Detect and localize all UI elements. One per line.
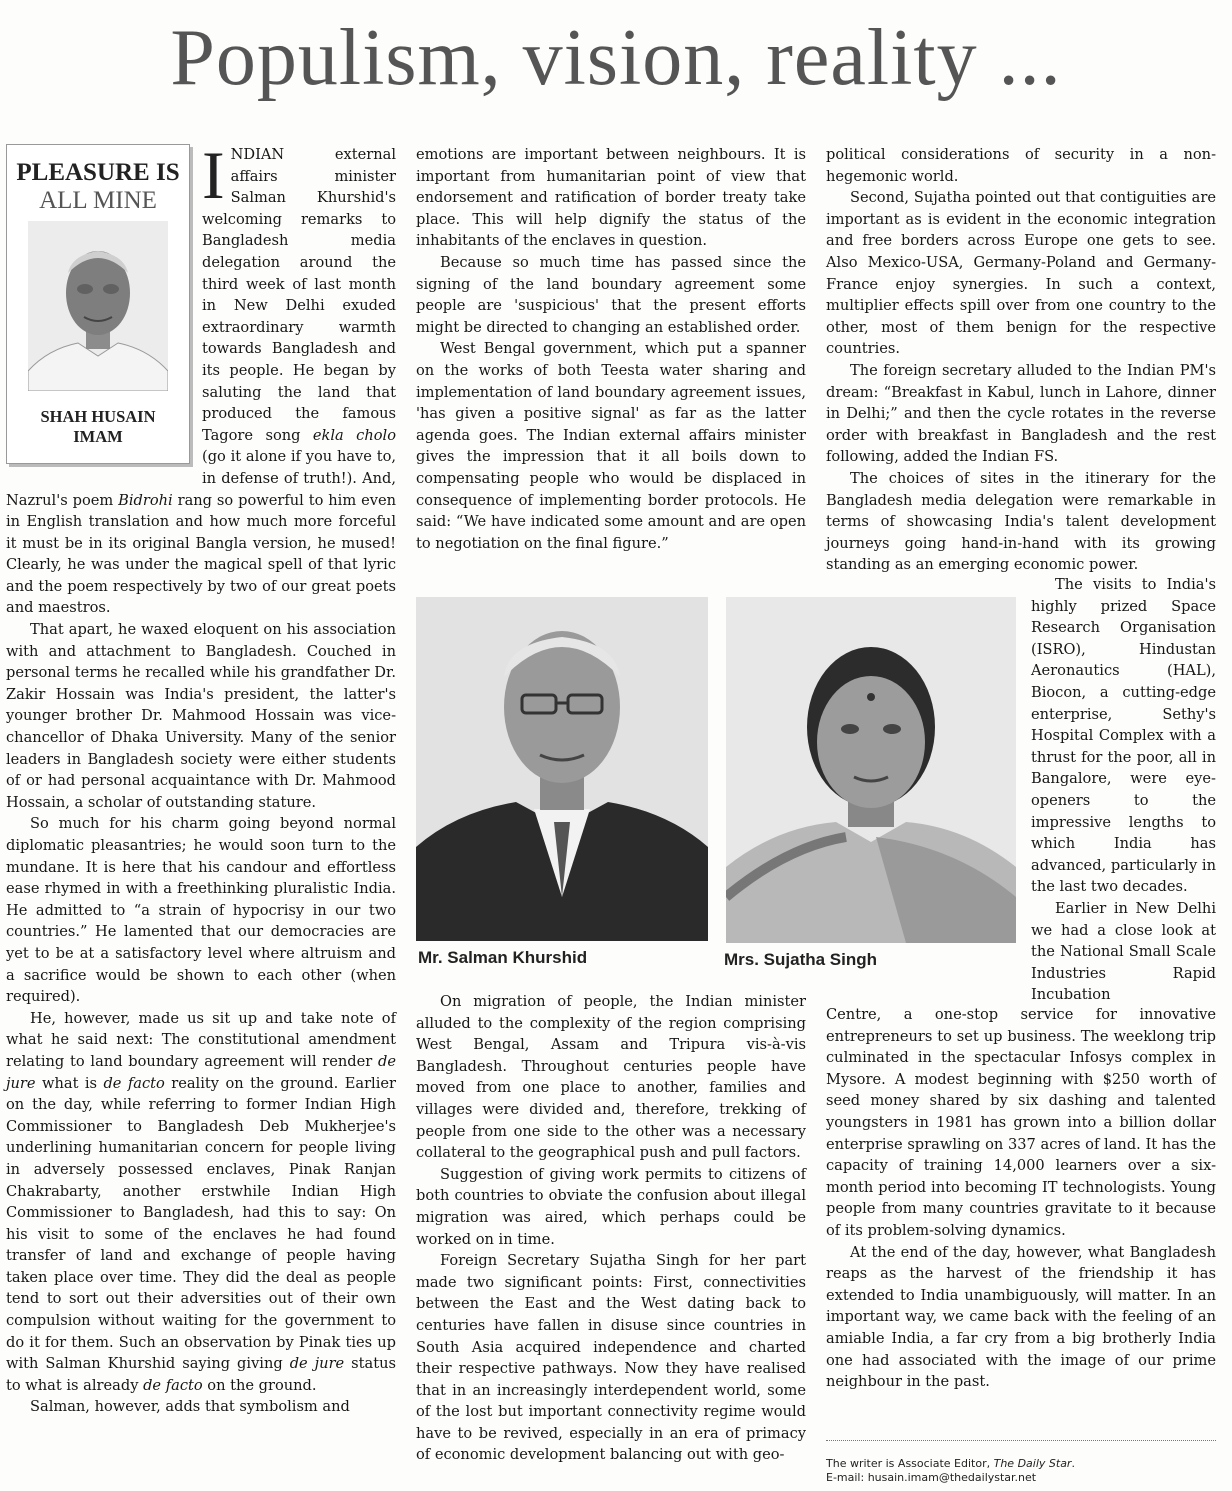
caption-sujatha-singh: Mrs. Sujatha Singh: [724, 950, 878, 969]
paragraph: The choices of sites in the itinerary for the Bangladesh media delegation were remarkable in terms of showcasing India's talent development journeys going hand-in-hand with its growing standing as an emerging economic power.: [826, 469, 1216, 574]
paragraph: That apart, he waxed eloquent on his association with and attachment to Bangladesh. Couched in personal terms he recalled while his grandfather Dr. Zakir Hossain was India's president, the latter's younger brother Dr. Mahmood Hossain was vice-chancellor of Dhaka University. Many of the senior leaders in Bangladesh society were either students of or had personal acquaintance with Dr. Mahmood Hossain, a scholar of outstanding stature.: [6, 621, 396, 811]
paragraph: Earlier in New Delhi we had a close look at the National Small Scale Industries Rapid Incubation: [1031, 899, 1216, 1004]
paragraph: The foreign secretary alluded to the Indian PM's dream: “Breakfast in Kabul, lunch in Lahore, dinner in Delhi;” and then the cycle rotates in the reverse order with breakfast in Bangladesh and the rest following, added the Indian FS.: [826, 361, 1216, 466]
column-1: [6, 137, 396, 1418]
paragraph: Because so much time has passed since the signing of the land boundary agreement some people are 'suspicious' that the present efforts might be directed to changing an established order.: [416, 253, 806, 336]
column-2-top: [416, 144, 806, 554]
column-2-bottom: [416, 991, 806, 1466]
paragraph: Second, Sujatha pointed out that contiguities are important as is evident in the economic integration and free borders across Europe one gets to see. Also Mexico-USA, Germany-Poland and Germany-France enjoy synergies. In such a context, multiplier effects spill over from one country to the other, most of them benign for the respective countries.: [826, 189, 1216, 358]
writer-email: E-mail: husain.imam@thedailystar.net: [826, 1471, 1037, 1484]
paragraph: He, however, made us sit up and take note of what he said next: The constitutional amendment relating to land boundary agreement will render de jure what is de facto reality on the ground. Earlier on the day, while referring to former Indian High Commissioner to Bangladesh Deb Mukherjee's underlining humanitarian concern for people living in adversely possessed enclaves, Pinak Ranjan Chakrabarty, another erstwhile Indian High Commissioner to Bangladesh, had this to say: On his visit to some of the enclaves he had found transfer of land and exchange of people having taken place over time. They did the deal as people tend to sort out their adversities out of their own compulsion without waiting for the government to do it for them. Such an observation by Pinak ties up with Salman Khurshid saying giving de jure status to what is already de facto on the ground.: [6, 1009, 396, 1394]
paragraph: Foreign Secretary Sujatha Singh for her part made two significant points: First, connectivities between the East and the West dating back to centuries have fallen in disuse since countries in South Asia acquired independence and charted their respective pathways. Now they have realised that in an increasingly interdependent world, some of the lost but important connectivity regime would have to be revived, especially in an era of primacy of economic development balancing out with geo-: [416, 1252, 806, 1464]
column-3-bottom: [826, 1004, 1216, 1393]
paragraph: Centre, a one-stop service for innovative entrepreneurs to set up business. The weeklong trip culminated in the spectacular Infosys complex in Mysore. A modest beginning with $250 worth of seed money shared by six dashing and talented youngsters in 1981 has grown into a billion dollar enterprise sprawling on 337 acres of land. It has the capacity of training 14,000 learners over a six-month period into becoming IT technologists. Young people from many countries gravitate to it because of its problem-solving dynamics.: [826, 1006, 1216, 1239]
writer-note: The writer is Associate Editor, The Daily Star.: [826, 1457, 1075, 1470]
paragraph: emotions are important between neighbours. It is important from humanitarian point of view that endorsement and ratification of border treaty take place. This will help dignify the status of the inhabitants of the enclaves in question.: [416, 146, 806, 250]
caption-salman-khurshid: Mr. Salman Khurshid: [418, 948, 588, 967]
paragraph: Salman, however, adds that symbolism and: [30, 1398, 350, 1416]
drop-cap: I: [202, 137, 225, 213]
column-header-box: [6, 144, 190, 464]
paragraph: So much for his charm going beyond normal diplomatic pleasantries; he would soon turn to the mundane. It is here that his candour and effortless ease rhymed in with a freethinking pluralistic India. He admitted to “a strain of hypocrisy in our two countries.” He lamented that our democracies are yet to be at a satisfactory level where altruism and a sacrifice would be shown to each other (when required).: [6, 815, 396, 1006]
headline: Populism, vision, reality ...: [170, 14, 1062, 102]
photo-sujatha-singh: [726, 597, 1016, 943]
column-3-top: [826, 144, 1216, 576]
column-title-line1: PLEASURE IS: [16, 159, 180, 186]
column-3-narrow: [1031, 574, 1216, 1006]
column-title-line2: ALL MINE: [39, 187, 157, 214]
paragraph: At the end of the day, however, what Bangladesh reaps as the harvest of the friendship it has extended to India unambiguously, will matter. In an important way, we came back with the feeling of an amiable India, a far cry from a big brotherly India one had associated with the image of our prime neighbour in the past.: [826, 1243, 1216, 1391]
photo-salman-khurshid: [416, 597, 708, 941]
paragraph: Suggestion of giving work permits to citizens of both countries to obviate the confusion about illegal migration was aired, which perhaps could be worked on in time.: [416, 1165, 806, 1248]
author-photo: [28, 221, 168, 391]
paragraph: West Bengal government, which put a spanner on the works of both Teesta water sharing and implementation of land boundary agreement issues, 'has given a positive signal' as far as the latter agenda goes. The Indian external affairs minister gives the impression that it all boils down to compensating people who would be displaced in consequence of implementing border protocols. He said: “We have indicated some amount and are open to negotiation on the final figure.”: [416, 340, 806, 552]
author-name: SHAH HUSAIN IMAM: [40, 407, 156, 446]
paragraph: political considerations of security in a non-hegemonic world.: [826, 146, 1216, 185]
footer-rule: [826, 1440, 1216, 1441]
paragraph: The visits to India's highly prized Space Research Organisation (ISRO), Hindustan Aeronautics (HAL), Biocon, a cutting-edge enterprise, Sethy's Hospital Complex with a thrust for the poor, all in Bangalore, were eye-openers to the impressive lengths to which India has advanced, particularly in the last two decades.: [1031, 576, 1216, 896]
paragraph: On migration of people, the Indian minister alluded to the complexity of the region comprising West Bengal, Assam and Tripura vis-à-vis Bangladesh. Throughout centuries people have moved from one place to another, families and villages were divided and, therefore, trekking of people from one side to the other was a necessary collateral to the geographical push and pull factors.: [416, 993, 806, 1162]
paragraph: INDIAN external affairs minister Salman Khurshid's welcoming remarks to Bangladesh media delegation around the third week of last month in New Delhi exuded extraordinary warmth towards Bangladesh and its people. He began by saluting the land that produced the famous Tagore song ekla cholo (go it alone if you have to, in defense of truth!). And, Nazrul's poem Bidrohi rang so powerful to him even in English translation and how much more forceful it must be in its original Bangla version, he mused! Clearly, he was under the magical spell of that lyric and the poem respectively by two of our great poets and maestros.: [6, 137, 396, 617]
